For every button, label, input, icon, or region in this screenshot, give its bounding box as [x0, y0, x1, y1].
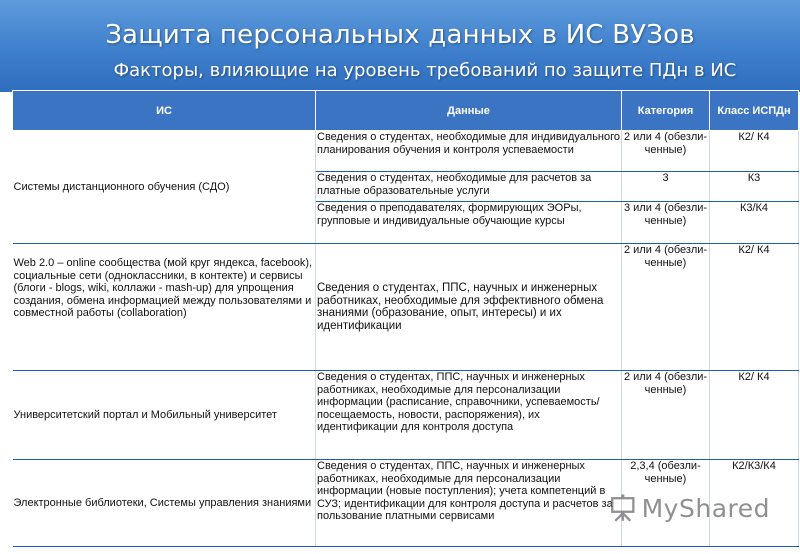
class-cell: К2/ К4 — [710, 131, 799, 172]
category-cell: 3 или 4 (обезли-ченные) — [622, 202, 710, 244]
col-header-is: ИС — [13, 91, 316, 131]
class-cell: К3 — [710, 172, 799, 202]
category-cell: 2 или 4 (обезли-ченные) — [622, 131, 710, 172]
is-cell-library: Электронные библиотеки, Системы управления знаниями — [13, 460, 316, 547]
data-cell: Сведения о преподавателях, формирующих ЭОРы, групповые и индивидуальные обучающие курсы — [316, 202, 622, 244]
class-cell: К2/ К4 — [710, 244, 799, 371]
watermark-text: MyShared — [641, 493, 770, 523]
category-cell: 3 — [622, 172, 710, 202]
class-cell: К3/К4 — [710, 202, 799, 244]
is-cell-portal: Университетский портал и Мобильный университет — [13, 371, 316, 460]
watermark-logo — [610, 488, 770, 528]
data-cell: Сведения о студентах, необходимые для индивидуального планирования обучения и контроля успеваемости — [316, 131, 622, 172]
requirements-table — [12, 90, 799, 547]
data-cell: Сведения о студентах, ППС, научных и инженерных работниках, необходимые для персонализации информации (расписание, справочники, успеваемость/посещаемость, новости, распоряжения), их идентификации для контроля доступа — [316, 371, 622, 460]
category-cell: 2 или 4 (обезли-ченные) — [622, 244, 710, 371]
data-cell: Сведения о студентах, ППС, научных и инженерных работниках, необходимые для эффективного обмена знаниями (образование, опыт, интересы) и их идентификации — [316, 244, 622, 371]
category-cell: 2 или 4 (обезли-ченные) — [622, 371, 710, 460]
category-cell: 2,3,4 (обезли-ченные) — [622, 460, 710, 547]
col-header-category: Категория — [622, 91, 710, 131]
data-cell: Сведения о студентах, необходимые для расчетов за платные образовательные услуги — [316, 172, 622, 202]
table-row — [13, 371, 799, 460]
data-cell: Сведения о студентах, ППС, научных и инженерных работниках, необходимые для персонализации информации (новые поступления); учета компетенций в СУЗ; идентификации для контроля доступа и расчетов за пользование платными сервисами — [316, 460, 622, 547]
table-row — [13, 244, 799, 371]
class-cell: К2/К3/К4 — [710, 460, 799, 547]
slide-subtitle: Факторы, влияющие на уровень требований по защите ПДн в ИС — [113, 60, 737, 81]
table-header-row — [13, 91, 799, 131]
is-cell-sdo: Системы дистанционного обучения (СДО) — [13, 131, 316, 244]
table-row — [13, 131, 799, 172]
col-header-class: Класс ИСПДн — [710, 91, 799, 131]
col-header-data: Данные — [316, 91, 622, 131]
class-cell: К2/ К4 — [710, 371, 799, 460]
slide-header — [0, 0, 800, 92]
is-cell-web20: Web 2.0 – online сообщества (мой круг яндекса, facebook), социальные сети (одноклассники, в контекте) и сервисы (блоги - blogs, wiki, коллажи - mash-up) для упрощения создания, обмена информацией между пользователями и совместной работы (collaboration) — [13, 244, 316, 371]
slide-title: Защита персональных данных в ИС ВУЗов — [105, 20, 695, 50]
presentation-icon — [610, 489, 636, 527]
